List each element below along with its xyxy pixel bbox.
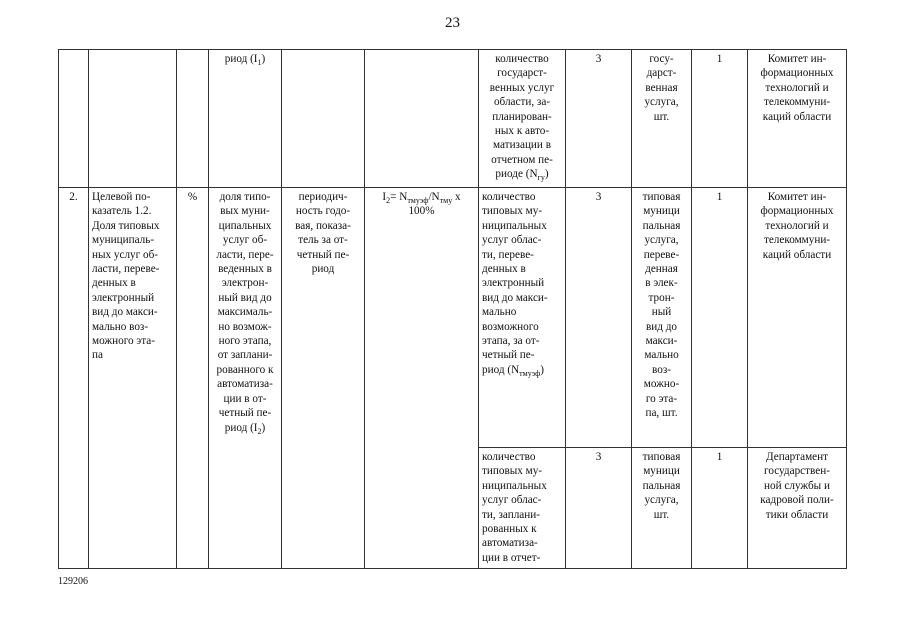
variable-cell: количество типовых му- ниципальных услуг облас- ти, заплани- рованных к автоматиза- ции в отчет- [479, 448, 566, 569]
code-cell: 1 [692, 50, 748, 188]
num-cell [59, 50, 89, 188]
definition-cell: доля типо- вых муни- ципальных услуг об- ласти, пере- веденных в электрон- ный вид до максималь- но возмож- ного этапа, от заплани- рованного к автоматиза- ции в от- четный пе- риод $(I_2)$ [209, 188, 282, 569]
responsible-cell: Комитет ин- формационных технологий и телекоммуни- каций области [748, 50, 847, 188]
table-row [59, 188, 847, 448]
unit-cell [177, 50, 209, 188]
periodicity-cell: периодич- ность годо- вая, показа- тель за от- четный пе- риод [282, 188, 365, 569]
document-code: 129206 [58, 576, 88, 587]
page-number: 23 [445, 15, 460, 31]
unit-cell: % [177, 188, 209, 569]
indicator-cell: Целевой по- казатель 1.2. Доля типовых муниципаль- ных услуг об- ласти, переве- денных в электронный вид до макси- мально воз- можного эта- па [89, 188, 177, 569]
num-cell: 2. [59, 188, 89, 569]
var-unit-cell: типовая муници пальная услуга, шт. [632, 448, 692, 569]
formula-cell: $I_2= N_{тмуэф}/N_{тму}$ x 100% [365, 188, 479, 569]
periodicity-cell [282, 50, 365, 188]
base-cell: 3 [566, 188, 632, 448]
code-cell: 1 [692, 188, 748, 448]
indicators-table [58, 49, 847, 569]
variable-cell: количество государст- венных услуг области, за- планирован- ных к авто- матизации в отчетном пе- риоде $(N_{гу})$ [479, 50, 566, 188]
responsible-cell: Комитет ин- формационных технологий и телекоммуни- каций области [748, 188, 847, 448]
responsible-cell: Департамент государствен- ной службы и кадровой поли- тики области [748, 448, 847, 569]
definition-cell: риод $(I_1)$ [209, 50, 282, 188]
table-row [59, 50, 847, 188]
indicator-cell [89, 50, 177, 188]
code-cell: 1 [692, 448, 748, 569]
base-cell: 3 [566, 448, 632, 569]
var-unit-cell: госу- дарст- венная услуга, шт. [632, 50, 692, 188]
var-unit-cell: типовая муници пальная услуга, переве- денная в элек- трон- ный вид до макси- мально воз- можно- го эта- па, шт. [632, 188, 692, 448]
base-cell: 3 [566, 50, 632, 188]
variable-cell: количество типовых му- ниципальных услуг облас- ти, переве- денных в электронный вид до макси- мально возможного этапа, за от- четный пе- риод $(N_{тмуэф})$ [479, 188, 566, 448]
formula-cell [365, 50, 479, 188]
